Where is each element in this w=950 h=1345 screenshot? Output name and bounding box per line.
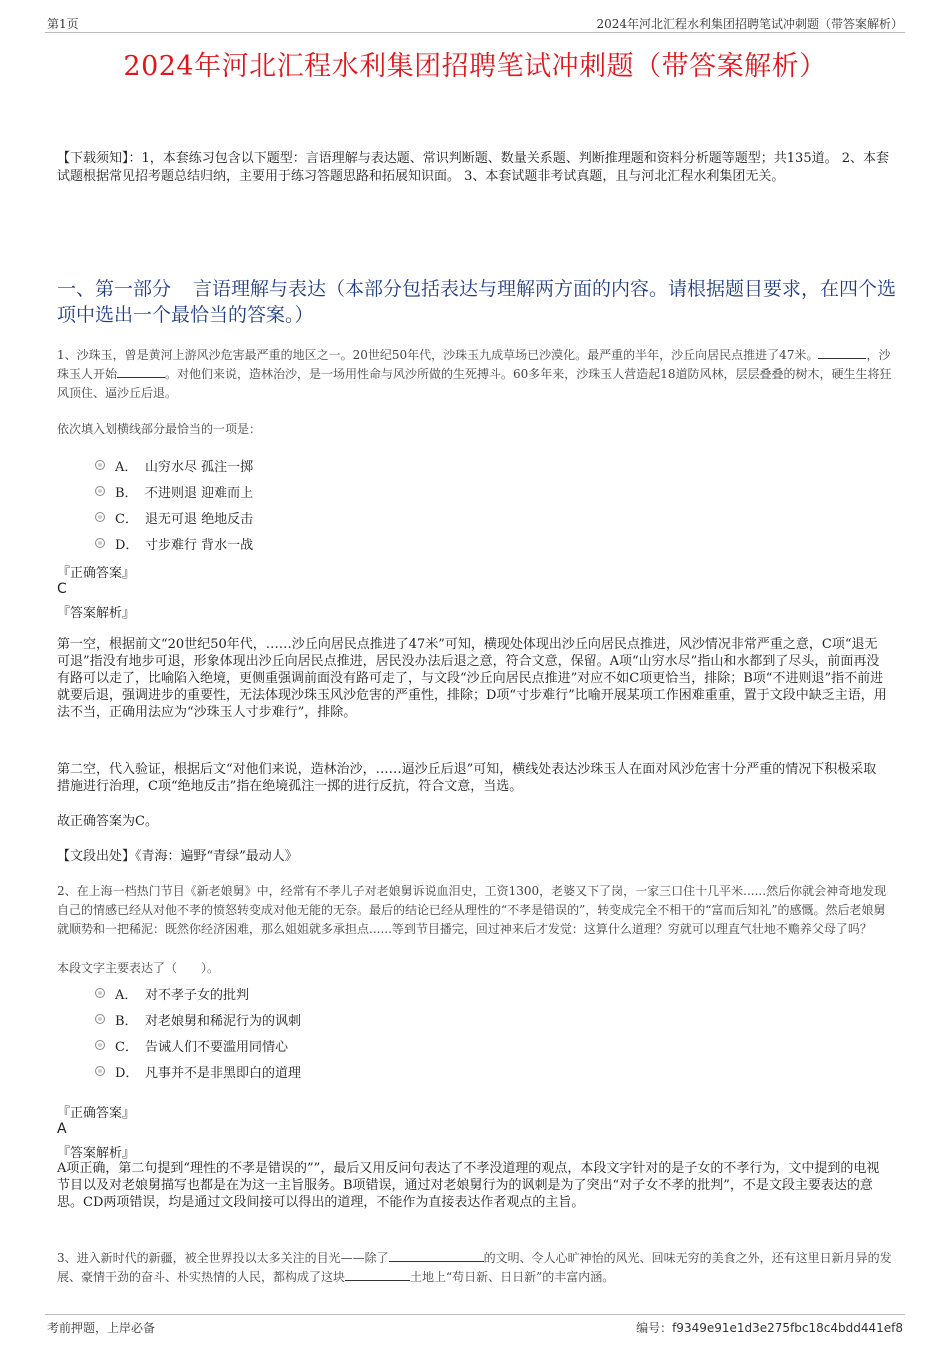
blank-2	[345, 1268, 410, 1281]
q2-answer: A	[57, 1121, 67, 1137]
radio-icon[interactable]	[95, 460, 105, 470]
blank-1	[818, 346, 866, 359]
q2-option-c[interactable]: C． 告诫人们不要滥用同情心	[95, 1032, 595, 1058]
q1-option-c[interactable]: C． 退无可退 绝地反击	[95, 504, 595, 530]
q2-option-a[interactable]: A． 对不孝子女的批判	[95, 980, 595, 1006]
q2-analysis: A项正确，第二句提到“理性的不孝是错误的””，最后又用反问句表达了不孝没道理的观点，本段文字针对的是子女的不孝行为，文中提到的电视节目以及对老娘舅描写也都是在为这一主旨服务。B项错误，通过对老娘舅行为的讽刺是为了突出“对子女不孝的批判”，不是文段主要表达的意思。CD两项错误，均是通过文段间接可以得出的道理，不能作为直接表达作者观点的主旨。	[57, 1161, 880, 1210]
q2-answer-label: 『正确答案』	[57, 1106, 136, 1121]
radio-icon[interactable]	[95, 1040, 105, 1050]
q1-analysis-2: 第二空，代入验证，根据后文“对他们来说，造林治沙，……逼沙丘后退”可知，横线处表达沙珠玉人在面对风沙危害十分严重的情况下积极采取措施进行治理，C项“绝地反击”指在绝境孤注一掷的进行反抗，符合文意，当选。	[57, 762, 877, 794]
radio-icon[interactable]	[95, 538, 105, 548]
q1-stem: 1、沙珠玉，曾是黄河上游风沙危害最严重的地区之一。20世纪50年代，沙珠玉九成草场已沙漠化。最严重的半年，沙丘向居民点推进了47米。 ，沙珠玉人开始 。对他们来说，造林治沙，是一场用性命与风沙所做的生死搏斗。60多年来，沙珠玉人营造起18道防风林，层层叠叠的树木，硬生生将狂风顶住、逼沙丘后退。	[57, 348, 892, 400]
q2-stem: 2、在上海一档热门节目《新老娘舅》中，经常有不孝儿子对老娘舅诉说血泪史，工资1300，老婆又下了岗，一家三口住十几平米......然后你就会神奇地发现自己的情感已经从对他不孝的愤怒转变成对他无能的无奈。最后的结论已经从理性的“不孝是错误的”，转变成完全不相干的“富而后知礼”的感慨。然后老娘舅就顺势和一把稀泥：既然你经济困难，那么姐姐就多承担点......等到节目播完，回过神来后才发觉：这算什么道理？穷就可以理直气壮地不赡养父母了吗？	[57, 884, 887, 936]
q1-analysis-3: 故正确答案为C。	[57, 814, 158, 829]
page-header	[45, 12, 905, 33]
page-number: 第1页	[47, 17, 79, 31]
radio-icon[interactable]	[95, 988, 105, 998]
q1-analysis-label: 『答案解析』	[57, 606, 136, 621]
section-heading	[57, 276, 897, 328]
q1-source: 【文段出处】《青海：遍野“青绿”最动人》	[57, 849, 298, 864]
header-doc-title: 2024年河北汇程水利集团招聘笔试冲刺题（带答案解析）	[596, 17, 903, 31]
q1-analysis-1: 第一空，根据前文“20世纪50年代，……沙丘向居民点推进了47米”可知，横现处体现出沙丘向居民点推进，风沙情况非常严重之意，C项“退无可退”指没有地步可退，形象体现出沙丘向居民点推进，居民没办法后退之意，符合文意，保留。A项“山穷水尽”指山和水都到了尽头，前面再没有路可以走了，比喻陷入绝境，更侧重强调前面没有路可走了，与文段“沙丘向居民点推进”对应不如C项更恰当，排除；B项“不进则退”指不前进就要后退，强调进步的重要性，无法体现沙珠玉风沙危害的严重性，排除；D项“寸步难行”比喻开展某项工作困难重重，置于文段中缺乏主语，用法不当，正确用法应为“沙珠玉人寸步难行”，排除。	[57, 637, 887, 720]
q1-answer-label: 『正确答案』	[57, 566, 136, 581]
q2-analysis-label: 『答案解析』	[57, 1146, 136, 1161]
radio-icon[interactable]	[95, 512, 105, 522]
q1-option-a[interactable]: A． 山穷水尽 孤注一掷	[95, 452, 595, 478]
page-title: 2024年河北汇程水利集团招聘笔试冲刺题（带答案解析）	[123, 51, 827, 82]
q1-option-d[interactable]: D． 寸步难行 背水一战	[95, 530, 595, 556]
q1-answer: C	[57, 581, 67, 597]
page-footer	[45, 1314, 905, 1335]
radio-icon[interactable]	[95, 486, 105, 496]
q2-prompt: 本段文字主要表达了（ ）。	[57, 961, 220, 975]
q1-options	[95, 452, 595, 556]
q2-option-b[interactable]: B． 对老娘舅和稀泥行为的讽刺	[95, 1006, 595, 1032]
q3-stem: 3、进入新时代的新疆，被全世界投以太多关注的目光——除了 的文明、令人心旷神怡的风光、回味无穷的美食之外，还有这里日新月异的发展、豪情干劲的奋斗、朴实热情的人民，都构成了这块 土地上“苟日新、日日新”的丰富内涵。	[57, 1251, 892, 1284]
radio-icon[interactable]	[95, 1014, 105, 1024]
q1-prompt: 依次填入划横线部分最恰当的一项是：	[57, 422, 262, 436]
blank-2	[117, 365, 165, 378]
section-title: 言语理解与表达（本部分包括表达与理解两方面的内容。请根据题目要求，在四个选项中选出一个最恰当的答案。）	[57, 278, 897, 326]
q1-option-b[interactable]: B． 不进则退 迎难而上	[95, 478, 595, 504]
footer-slogan: 考前押题，上岸必备	[47, 1321, 156, 1335]
q2-options	[95, 980, 595, 1084]
radio-icon[interactable]	[95, 1066, 105, 1076]
q2-option-d[interactable]: D． 凡事并不是非黑即白的道理	[95, 1058, 595, 1084]
footer-code: 编号：f9349e91e1d3e275fbc18c4bdd441ef8	[636, 1321, 903, 1335]
section-part: 一、第一部分	[57, 278, 172, 300]
blank-1	[389, 1249, 484, 1262]
download-notice: 【下载须知】：1，本套练习包含以下题型：言语理解与表达题、常识判断题、数量关系题、判断推理题和资料分析题等题型；共135道。 2、本套试题根据常见招考题总结归纳，主要用于练习答题思路和拓展知识面。 3、本套试题非考试真题，且与河北汇程水利集团无关。	[57, 151, 889, 184]
